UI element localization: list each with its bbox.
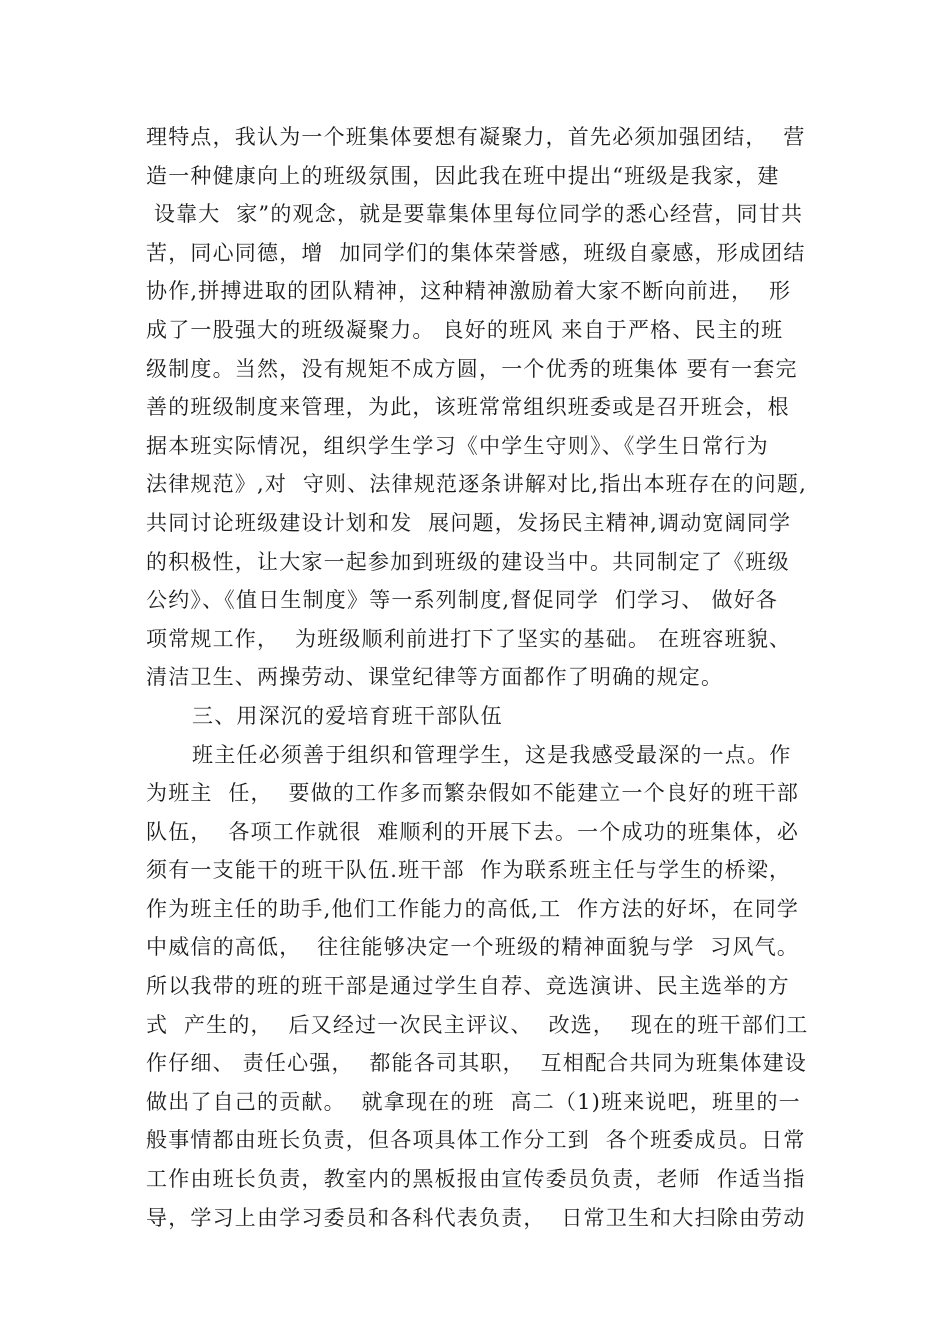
text-line: 成了一股强大的班级凝聚力。 良好的班风 来自于严格、民主的班 <box>146 317 784 342</box>
text-line: 所以我带的班的班干部是通过学生自荐、竞选演讲、民主选举的方 <box>146 974 790 999</box>
text-line: 的积极性，让大家一起参加到班级的建设当中。共同制定了《班级 <box>146 549 790 574</box>
text-line: 作为班主任的助手,他们工作能力的高低,工 作方法的好坏，在同学 <box>146 896 800 921</box>
text-line: 苦，同心同德，增 加同学们的集体荣誉感，班级自豪感，形成团结 <box>146 240 806 265</box>
text-line: 式 产生的， 后又经过一次民主评议、 改选， 现在的班干部们工 <box>146 1012 809 1037</box>
text-line: 造一种健康向上的班级氛围，因此我在班中提出“班级是我家，建 <box>146 163 780 188</box>
text-line: 工作由班长负责，教室内的黑板报由宣传委员负责，老师 作适当指 <box>146 1167 806 1192</box>
text-line: 法律规范》,对 守则、法律规范逐条讲解对比,指出本班存在的问题, <box>146 472 807 497</box>
text-line: 中威信的高低， 往往能够决定一个班级的精神面貌与学 习风气。 <box>146 935 800 960</box>
text-line: 共同讨论班级建设计划和发 展问题，发扬民主精神,调动宽阔同学 <box>146 510 792 535</box>
text-line: 清洁卫生、两操劳动、课堂纪律等方面都作了明确的规定。 <box>146 665 724 690</box>
text-line: 协作,拼搏进取的团队精神，这种精神激励着大家不断向前进， 形 <box>146 279 792 304</box>
text-line: 理特点，我认为一个班集体要想有凝聚力，首先必须加强团结， 营 <box>146 125 806 149</box>
text-line: 般事情都由班长负责，但各项具体工作分工到 各个班委成员。日常 <box>146 1128 806 1153</box>
text-line: 须有一支能干的班干队伍.班干部 作为联系班主任与学生的桥梁， <box>146 858 792 883</box>
text-line: 做出了自己的贡献。 就拿现在的班 高二（1)班来说吧，班里的一 <box>146 1089 801 1114</box>
text-line: 为班主 任， 要做的工作多而繁杂假如不能建立一个良好的班干部 <box>146 781 800 806</box>
text-line: 级制度。当然，没有规矩不成方圆，一个优秀的班集体 要有一套完 <box>146 356 798 381</box>
text-line: 善的班级制度来管理，为此，该班常常组织班委或是召开班会，根 <box>146 395 790 420</box>
text-line: 导，学习上由学习委员和各科代表负责， 日常卫生和大扫除由劳动 <box>146 1205 806 1230</box>
text-line: 作仔细、 责任心强， 都能各司其职， 互相配合共同为班集体建设 <box>146 1051 807 1076</box>
text-line: 项常规工作， 为班级顺利前进打下了坚实的基础。 在班容班貌、 <box>146 626 792 651</box>
text-line: 公约》、《值日生制度》等一系列制度,督促同学 们学习、 做好各 <box>146 588 779 613</box>
text-line: 据本班实际情况，组织学生学习《中学生守则》、《学生日常行为 <box>146 433 769 458</box>
text-line: 队伍， 各项工作就很 难顺利的开展下去。一个成功的班集体，必 <box>146 819 800 844</box>
text-line: 设靠大 家”的观念，就是要靠集体里每位同学的悉心经营，同甘共 <box>146 202 804 227</box>
text-line: 班主任必须善于组织和管理学生，这是我感受最深的一点。作 <box>192 742 792 767</box>
body-text <box>146 118 826 1237</box>
section-heading: 三、用深沉的爱培育班干部队伍 <box>192 703 503 728</box>
